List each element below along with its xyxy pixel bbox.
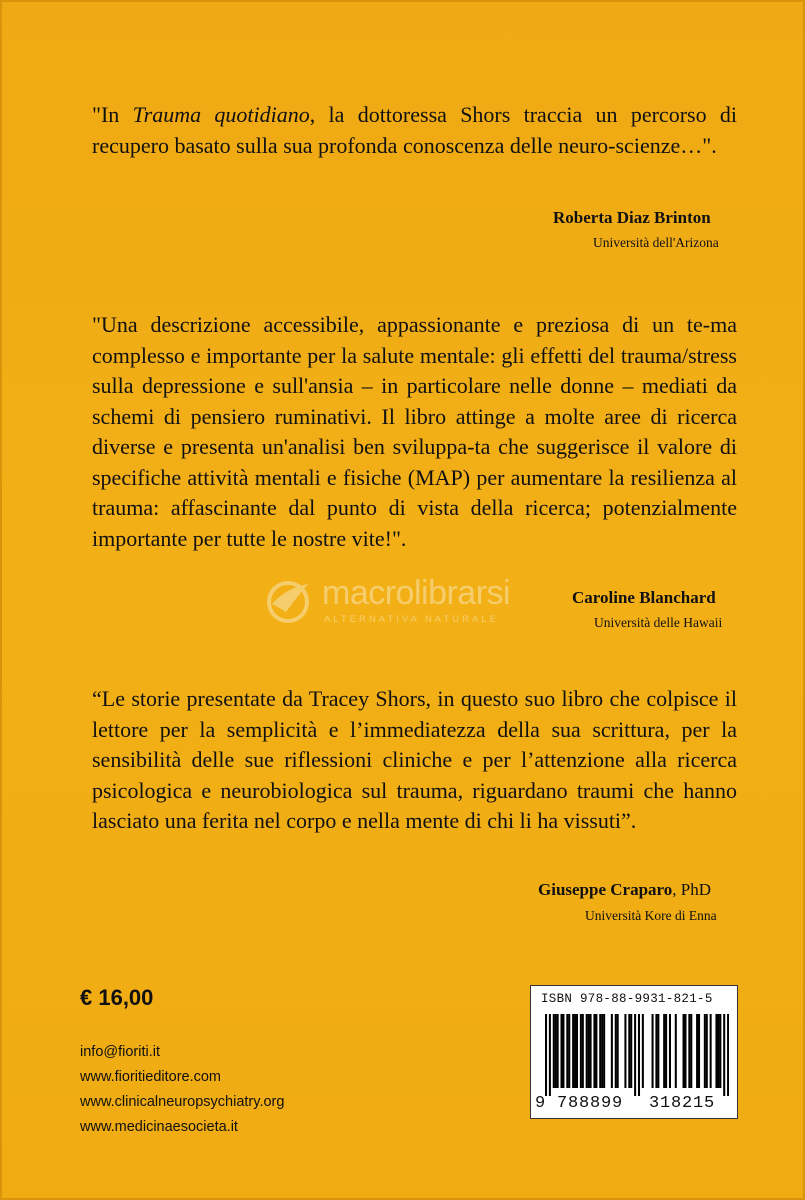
- isbn-label: ISBN 978-88-9931-821-5: [541, 992, 713, 1006]
- barcode-bar: [698, 1014, 700, 1088]
- barcode-bar: [669, 1014, 671, 1088]
- author-name: Giuseppe Craparo, PhD: [538, 880, 712, 899]
- quote-text: "In Trauma quotidiano, la dottoressa Shors traccia un percorso di recupero basato sulla sua profonda conoscenza delle neuro-scienze…".: [92, 102, 737, 158]
- barcode-bar: [642, 1014, 644, 1088]
- quote-craparo: [92, 684, 737, 837]
- barcode-bar: [628, 1014, 630, 1088]
- author-affiliation: Università dell'Arizona: [593, 235, 719, 250]
- barcode-bar: [665, 1014, 667, 1088]
- barcode-bar: [611, 1014, 613, 1088]
- barcode-bar: [580, 1014, 582, 1088]
- barcode-bar: [576, 1014, 578, 1088]
- barcode-bar: [549, 1014, 551, 1096]
- barcode-bar: [675, 1014, 677, 1088]
- barcode-bar: [657, 1014, 659, 1088]
- barcode-bar: [557, 1014, 559, 1088]
- barcode-bar: [715, 1014, 717, 1088]
- barcode-bar: [615, 1014, 617, 1088]
- barcode-bar: [574, 1014, 576, 1088]
- author-degree: , PhD: [672, 880, 712, 899]
- quote-text: “Le storie presentate da Tracey Shors, in questo suo libro che colpisce il lettore per la semplicità e l’immediatezza della sua scrittura, per la sensibilità delle sue riflessioni cliniche e per l’attenzione alla ricerca psicologica e neurobiologica sul trauma, riguardano traumi che hanno lasciato una ferita nel corpo e nella mente di chi li ha vissuti”.: [92, 686, 737, 833]
- ean-right-digits: 318215: [649, 1094, 716, 1113]
- quote-brinton: [92, 100, 737, 161]
- barcode-bar: [684, 1014, 686, 1088]
- barcode-bar: [723, 1014, 725, 1096]
- barcode-bar: [710, 1014, 712, 1088]
- barcode-bar: [560, 1014, 562, 1088]
- isbn-barcode: [530, 985, 738, 1119]
- barcode-bar: [601, 1014, 603, 1088]
- barcode-bar: [572, 1014, 574, 1088]
- barcode-bars: [545, 1014, 729, 1096]
- macrolibrarsi-watermark: [262, 572, 582, 634]
- barcode-bar: [655, 1014, 657, 1088]
- barcode-bar: [638, 1014, 640, 1096]
- barcode-bar: [562, 1014, 564, 1088]
- barcode-bar: [586, 1014, 588, 1088]
- quote-text: "Una descrizione accessibile, appassionante e preziosa di un te-ma complesso e importante per la salute mentale: gli effetti del trauma/stress sulla depressione e sull'ansia – in particolare nelle donne – mediati da schemi di pensiero ruminativi. Il libro attinge a molte aree di ricerca diverse e presenta un'analisi ben sviluppa-ta che suggerisce il valore di specifiche attività mentali e fisiche (MAP) per aumentare la resilienza al trauma: affascinante dal punto di vista della ricerca; potenzialmente importante per tutte le nostre vite!".: [92, 312, 737, 551]
- barcode-bar: [688, 1014, 690, 1088]
- barcode-bar: [652, 1014, 654, 1088]
- website-link: www.fioritieditore.com: [80, 1069, 222, 1085]
- barcode-bar: [545, 1014, 547, 1096]
- author-affiliation: Università delle Hawaii: [594, 615, 723, 630]
- barcode-bar: [719, 1014, 721, 1088]
- barcode-bar: [593, 1014, 595, 1088]
- barcode-bar: [683, 1014, 685, 1088]
- barcode-bar: [568, 1014, 570, 1088]
- barcode-bar: [634, 1014, 636, 1096]
- quote-blanchard: [92, 310, 737, 554]
- barcode-bar: [588, 1014, 590, 1088]
- book-title-emphasis: Trauma quotidiano: [132, 102, 310, 127]
- website-link: www.clinicalneuropsychiatry.org: [80, 1094, 285, 1110]
- watermark-name: macrolibrarsi: [322, 574, 511, 612]
- barcode-bar: [582, 1014, 584, 1088]
- barcode-bar: [717, 1014, 719, 1088]
- barcode-bar: [555, 1014, 557, 1088]
- barcode-bar: [727, 1014, 729, 1096]
- barcode-bar: [704, 1014, 706, 1088]
- author-name: Caroline Blanchard: [572, 588, 716, 607]
- ean-first-digit: 9: [535, 1094, 546, 1113]
- barcode-bar: [630, 1014, 632, 1088]
- publisher-links: [80, 1040, 284, 1140]
- leaf-logo-icon: [262, 578, 318, 624]
- watermark-tagline: ALTERNATIVA NATURALE: [324, 614, 499, 625]
- barcode-bar: [696, 1014, 698, 1088]
- barcode-bar: [690, 1014, 692, 1088]
- barcode-bar: [603, 1014, 605, 1088]
- author-name: Roberta Diaz Brinton: [553, 208, 711, 227]
- author-affiliation: Università Kore di Enna: [585, 908, 717, 923]
- barcode-bar: [663, 1014, 665, 1088]
- barcode-bar: [553, 1014, 555, 1088]
- price: € 16,00: [80, 985, 154, 1010]
- barcode-bar: [617, 1014, 619, 1088]
- email-link: info@fioriti.it: [80, 1044, 160, 1060]
- barcode-bar: [706, 1014, 708, 1088]
- barcode-bar: [595, 1014, 597, 1088]
- website-link: www.medicinaesocieta.it: [80, 1119, 238, 1135]
- barcode-bar: [599, 1014, 601, 1088]
- ean-left-digits: 788899: [557, 1094, 624, 1113]
- barcode-bar: [590, 1014, 592, 1088]
- barcode-bar: [566, 1014, 568, 1088]
- barcode-bar: [624, 1014, 626, 1088]
